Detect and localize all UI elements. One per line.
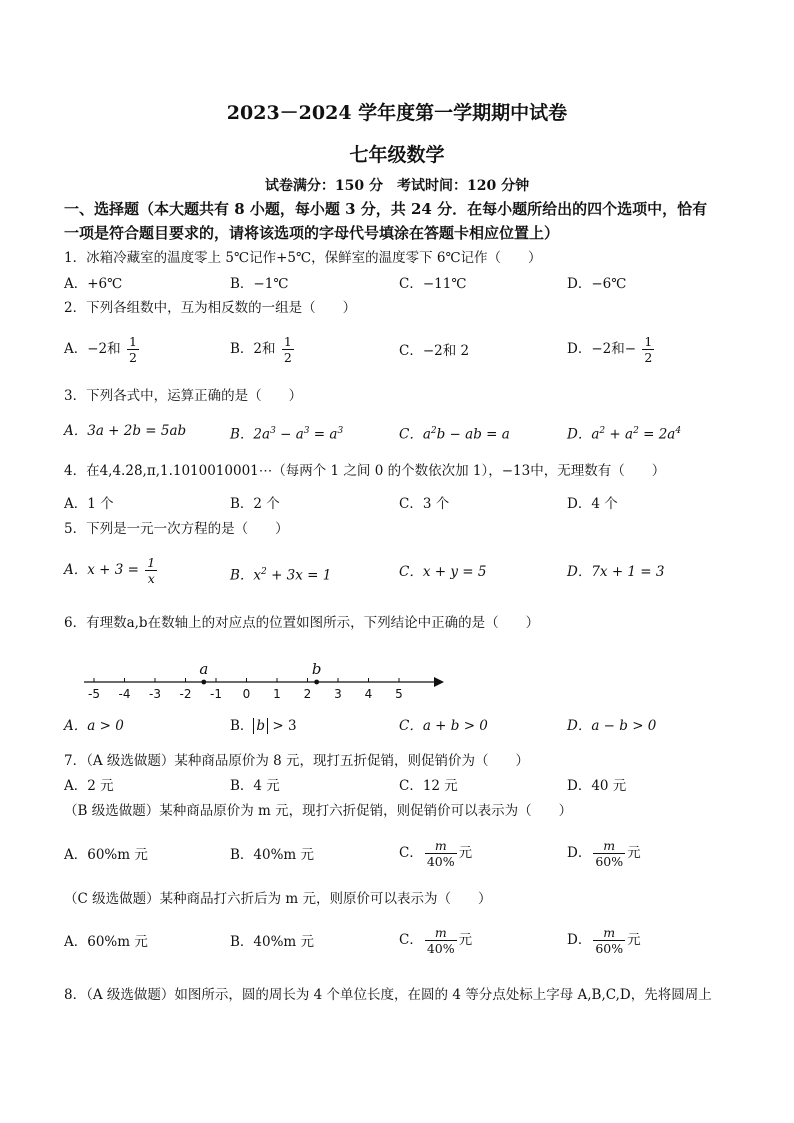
q7c-d-num: m	[593, 925, 625, 941]
q3-b-exp1: 3	[270, 426, 276, 436]
q3-option-c[interactable]	[399, 421, 510, 445]
section-heading-line1: 一、选择题（本大题共有 8 小题，每小题 3 分，共 24 分．在每小题所给出的四个选项中，恰有	[64, 200, 708, 218]
q1-option-d[interactable]: D．−6℃	[567, 276, 627, 292]
number-line-tick-label: 3	[334, 687, 342, 701]
q5-option-a[interactable]	[64, 555, 159, 586]
q7c-d-den: 60%	[595, 941, 624, 956]
number-line-tick-label: -3	[149, 687, 161, 701]
q3-c-p1: C．a	[399, 426, 431, 443]
q1-option-b[interactable]: B．−1℃	[230, 276, 289, 292]
number-line-tick-label: -5	[88, 687, 100, 701]
q2-option-b[interactable]	[230, 334, 296, 365]
q5-option-d[interactable]: D．7x + 1 = 3	[567, 564, 665, 580]
q2-d-fraction	[642, 334, 654, 365]
q7a-option-d[interactable]: D．40 元	[567, 778, 627, 794]
q7a-option-c[interactable]: C．12 元	[399, 778, 458, 794]
number-line-point-b	[314, 680, 319, 685]
q2-option-d[interactable]	[567, 334, 656, 365]
q2-a-fraction	[127, 334, 139, 365]
q3-d-p1: D．a	[567, 426, 600, 443]
q5-option-c[interactable]: C．x + y = 5	[399, 564, 487, 580]
q3-option-a[interactable]: A．3a + 2b = 5ab	[64, 423, 187, 439]
q7c-c-fraction	[425, 925, 457, 956]
q3-b-p3: = a	[309, 426, 338, 443]
number-line-tick-label: -2	[179, 687, 192, 701]
q1-stem: 1．冰箱冷藏室的温度零上 5℃记作+5℃，保鲜室的温度零下 6℃记作（ ）	[64, 250, 542, 266]
q7b-c-unit: 元	[458, 845, 473, 861]
q3-d-exp1: 2	[599, 426, 606, 436]
q3-b-exp3: 3	[337, 426, 344, 436]
q2-b-den: 2	[283, 350, 292, 365]
q6-option-b[interactable]	[230, 716, 297, 736]
number-line-point-label-b: b	[311, 660, 322, 678]
q3-d-p2: + a	[605, 426, 634, 443]
number-line-tick-label: 5	[395, 687, 403, 701]
q7b-c-fraction	[425, 838, 457, 869]
number-line-tick-label: -1	[210, 687, 222, 701]
q3-b-p2: − a	[275, 426, 304, 443]
q7b-stem: （B 级选做题）某种商品原价为 m 元，现打六折促销，则促销价可以表示为（ ）	[64, 803, 573, 819]
q7c-d-text: D．	[567, 932, 592, 948]
number-line-tick-label: 0	[242, 687, 251, 701]
q4-option-d[interactable]: D．4 个	[567, 496, 618, 512]
q7c-option-c[interactable]	[399, 925, 472, 956]
q3-option-b[interactable]	[230, 421, 343, 445]
q8-stem: 8．（A 级选做题）如图所示，圆的周长为 4 个单位长度，在圆的 4 等分点处标上字母 A,B,C,D，先将圆周上	[64, 987, 712, 1003]
q7c-c-num: m	[425, 925, 457, 941]
q3-d-exp3: 4	[675, 426, 682, 436]
number-line-arrow	[434, 677, 444, 687]
q7b-d-unit: 元	[627, 845, 641, 861]
q6-option-c[interactable]: C．a + b > 0	[399, 718, 488, 734]
q6-b-end: > 3	[268, 718, 297, 734]
q7b-c-text: C．	[399, 845, 423, 861]
number-line-tick-label: -4	[118, 687, 131, 701]
q5-b-p1: B．x	[230, 567, 262, 584]
q2-a-num: 1	[128, 334, 137, 349]
q2-stem: 2．下列各组数中，互为相反数的一组是（ ）	[64, 300, 357, 316]
q7c-option-a[interactable]: A．60%m 元	[64, 934, 148, 950]
q7b-d-text: D．	[567, 845, 592, 861]
q5-b-exp: 2	[261, 567, 267, 577]
q7a-stem: 7．（A 级选做题）某种商品原价为 8 元，现打五折促销，则促销价为（ ）	[64, 753, 530, 769]
q2-a-den: 2	[128, 350, 137, 365]
q4-option-a[interactable]: A．1 个	[64, 496, 114, 512]
q5-stem: 5．下列是一元一次方程的是（ ）	[64, 521, 289, 537]
section-heading-line2: 一项是符合题目要求的，请将该选项的字母代号填涂在答题卡相应位置上）	[64, 224, 560, 242]
q4-option-c[interactable]: C．3 个	[399, 496, 450, 512]
q5-a-num: 1	[147, 555, 156, 570]
q7a-option-a[interactable]: A．2 元	[64, 778, 114, 794]
q1-option-c[interactable]: C．−11℃	[399, 276, 467, 292]
q4-stem: 4．在4,4.2̇8̇,π,1.1010010001⋯（每两个 1 之间 0 的个数依次加 1），−13中，无理数有（ ）	[64, 463, 666, 479]
q7c-option-b[interactable]: B．40%m 元	[230, 934, 315, 950]
q7b-d-fraction	[593, 838, 625, 869]
number-line-tick-label: 1	[273, 687, 281, 701]
q3-b-exp2: 3	[303, 426, 310, 436]
q5-b-p2: + 3x = 1	[266, 567, 332, 584]
q2-d-den: 2	[644, 350, 653, 365]
q3-d-p3: = 2a	[638, 426, 676, 443]
q7b-d-num: m	[593, 838, 625, 854]
number-line-figure	[84, 652, 464, 704]
q3-option-d[interactable]	[567, 421, 681, 445]
q1-option-a[interactable]: A．+6℃	[64, 276, 123, 292]
q7c-c-unit: 元	[458, 932, 473, 948]
q7c-option-d[interactable]	[567, 925, 641, 956]
q7c-stem: （C 级选做题）某种商品打六折后为 m 元，则原价可以表示为（ ）	[64, 891, 492, 907]
exam-title: 2023－2024 学年度第一学期期中试卷	[226, 102, 568, 124]
q3-d-exp2: 2	[633, 426, 639, 436]
q2-b-num: 1	[283, 334, 292, 349]
number-line-tick-label: 4	[364, 687, 373, 701]
q2-option-a[interactable]	[64, 334, 141, 365]
q5-a-den: x	[147, 571, 155, 586]
q7b-c-num: m	[425, 838, 457, 854]
q2-d-num: 1	[644, 334, 653, 349]
q3-stem: 3．下列各式中，运算正确的是（ ）	[64, 388, 303, 404]
number-line-points	[199, 660, 321, 684]
q6-option-d[interactable]: D．a − b > 0	[567, 718, 657, 734]
q3-c-exp: 2	[430, 426, 437, 436]
q6-b-abs: b	[253, 718, 268, 734]
q7b-c-den: 40%	[426, 854, 455, 869]
q2-option-c[interactable]: C．−2和 2	[399, 343, 470, 359]
q2-b-text: B．2和	[230, 341, 276, 357]
q3-c-p2: b − ab = a	[436, 426, 510, 443]
q4-option-b[interactable]: B．2 个	[230, 496, 280, 512]
q7c-c-text: C．	[399, 932, 423, 948]
q7c-d-fraction	[593, 925, 625, 956]
q3-b-p1: B．2a	[230, 426, 271, 443]
subject-title: 七年级数学	[349, 144, 445, 166]
q7a-option-b[interactable]: B．4 元	[230, 778, 280, 794]
number-line-tick-label: 2	[303, 687, 312, 701]
exam-meta: 试卷满分：150 分 考试时间：120 分钟	[264, 178, 530, 194]
q2-b-fraction	[282, 334, 294, 365]
number-line-point-label-a: a	[199, 660, 209, 678]
number-line-point-a	[201, 680, 206, 685]
q6-b-text: B．	[230, 718, 254, 734]
q5-a-fraction	[145, 555, 157, 586]
q6-stem: 6．有理数a,b在数轴上的对应点的位置如图所示，下列结论中正确的是（ ）	[64, 615, 540, 631]
q7b-option-a[interactable]: A．60%m 元	[64, 847, 148, 863]
q2-a-text: A．−2和	[64, 341, 121, 357]
q7c-c-den: 40%	[426, 941, 455, 956]
q2-d-text: D．−2和−	[567, 341, 637, 357]
q6-option-a[interactable]: A．a > 0	[64, 718, 124, 734]
q7c-d-unit: 元	[627, 932, 641, 948]
q7b-option-d[interactable]	[567, 838, 641, 869]
q7b-option-c[interactable]	[399, 838, 472, 869]
q5-option-b[interactable]	[230, 562, 331, 586]
q7b-option-b[interactable]: B．40%m 元	[230, 847, 315, 863]
q7b-d-den: 60%	[595, 854, 624, 869]
q5-a-text: A．x + 3 =	[64, 562, 139, 578]
